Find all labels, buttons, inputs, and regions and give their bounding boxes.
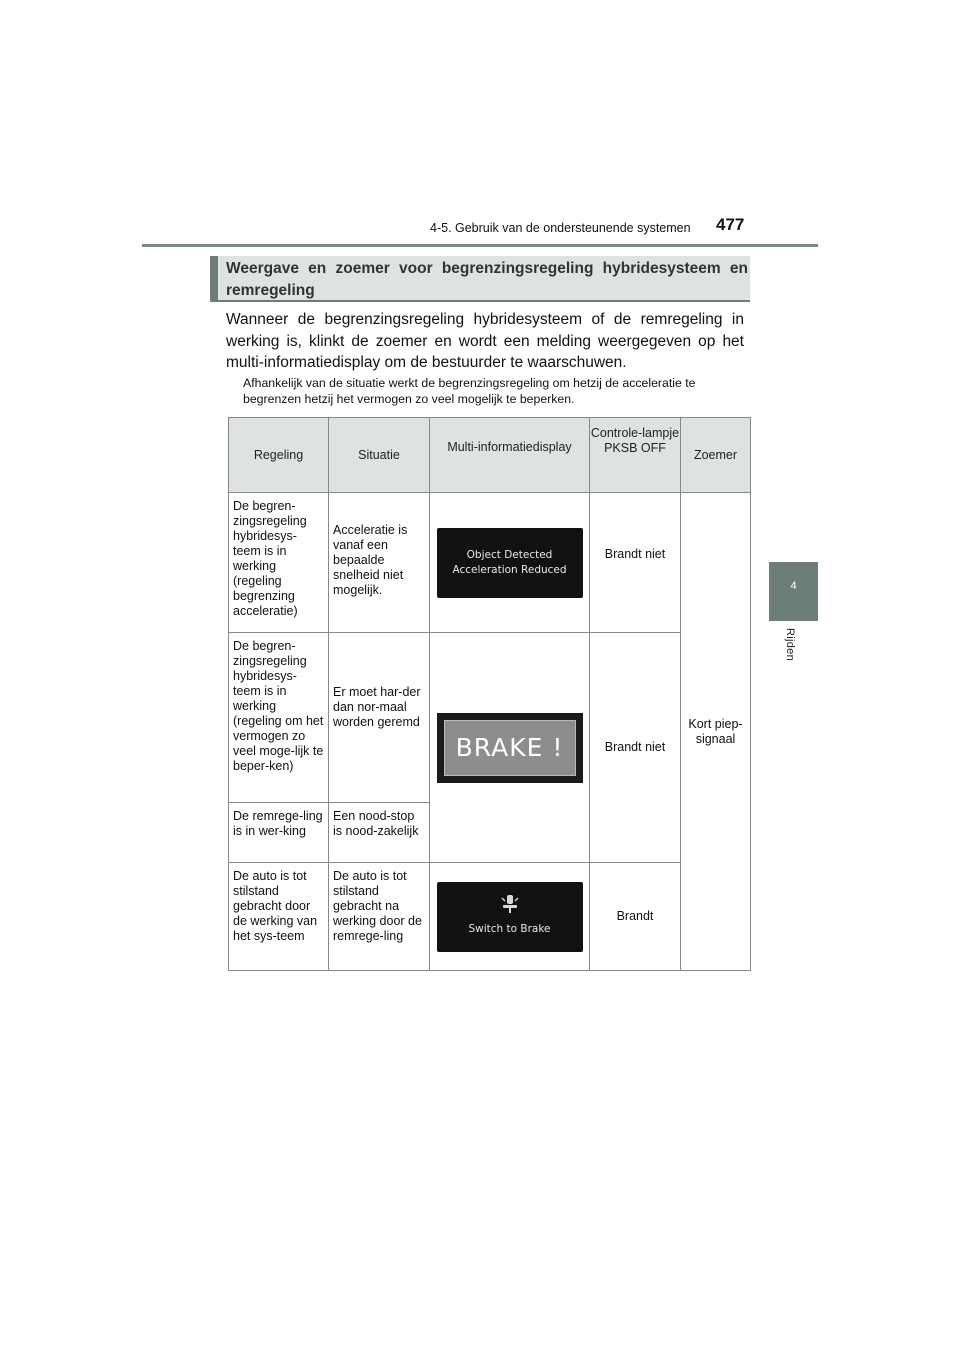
table-row bbox=[229, 493, 751, 633]
control-table bbox=[228, 417, 751, 971]
regeling-cell: De begren-zingsregeling hybridesys-teem is in werking (regeling begrenzing acceleratie) bbox=[233, 499, 307, 618]
regeling-cell: De remrege-ling is in wer-king bbox=[233, 809, 323, 838]
section-title: Weergave en zoemer voor begrenzingsregeling hybridesysteem en remregeling bbox=[226, 260, 748, 299]
situatie-cell: De auto is tot stilstand gebracht na werking door de remrege-ling bbox=[333, 869, 422, 943]
brake-message: BRAKE ! bbox=[455, 733, 564, 762]
chapter-number: 4 bbox=[790, 580, 797, 592]
regeling-cell: De auto is tot stilstand gebracht door de werking van het sys-teem bbox=[233, 869, 318, 943]
situatie-cell: Een nood-stop is nood-zakelijk bbox=[333, 809, 419, 838]
chapter-label: Rijden bbox=[784, 628, 796, 661]
situatie-cell: Er moet har-der dan nor-maal worden geremd bbox=[333, 685, 421, 729]
display-switch-to-brake bbox=[437, 882, 583, 952]
zoemer-cell: Kort piep-signaal bbox=[688, 716, 743, 746]
header-lamp: Controle-lampje PKSB OFF bbox=[590, 418, 681, 493]
header-situatie: Situatie bbox=[329, 418, 430, 493]
switch-message: Switch to Brake bbox=[468, 922, 551, 935]
lamp-cell: Brandt bbox=[616, 909, 654, 923]
display-object-detected bbox=[437, 528, 583, 598]
lamp-cell: Brandt niet bbox=[604, 740, 666, 754]
header-display: Multi-informatiedisplay bbox=[430, 418, 590, 493]
header-divider bbox=[142, 244, 818, 247]
table-row bbox=[229, 863, 751, 971]
note-paragraph: Afhankelijk van de situatie werkt de begrenzingsregeling om hetzij de acceleratie te begrenzen hetzij het vermogen zo veel mogelijk te beperken. bbox=[243, 376, 696, 406]
brake-pedal-icon bbox=[501, 894, 519, 914]
chapter-tab[interactable] bbox=[769, 562, 818, 621]
table-row bbox=[229, 633, 751, 803]
intro-paragraph: Wanneer de begrenzingsregeling hybridesysteem of de remregeling in werking is, klinkt de zoemer en wordt een melding weergegeven op het multi-informatiedisplay om de bestuurder te waarschuwen. bbox=[226, 311, 744, 371]
display-line-1: Object Detected bbox=[466, 548, 553, 561]
header-section-path: 4-5. Gebruik van de ondersteunende systemen bbox=[430, 221, 691, 235]
header-regeling: Regeling bbox=[229, 418, 329, 493]
regeling-cell: De begren-zingsregeling hybridesys-teem is in werking (regeling om het vermogen zo veel moge-lijk te beper-ken) bbox=[233, 639, 324, 773]
section-heading-box bbox=[210, 256, 750, 302]
lamp-cell: Brandt niet bbox=[604, 547, 666, 561]
display-line-2: Acceleration Reduced bbox=[452, 563, 567, 576]
page-number: 477 bbox=[716, 215, 745, 234]
situatie-cell: Acceleratie is vanaf een bepaalde snelheid niet mogelijk. bbox=[333, 523, 408, 597]
display-brake bbox=[437, 713, 583, 783]
header-zoemer: Zoemer bbox=[681, 418, 751, 493]
